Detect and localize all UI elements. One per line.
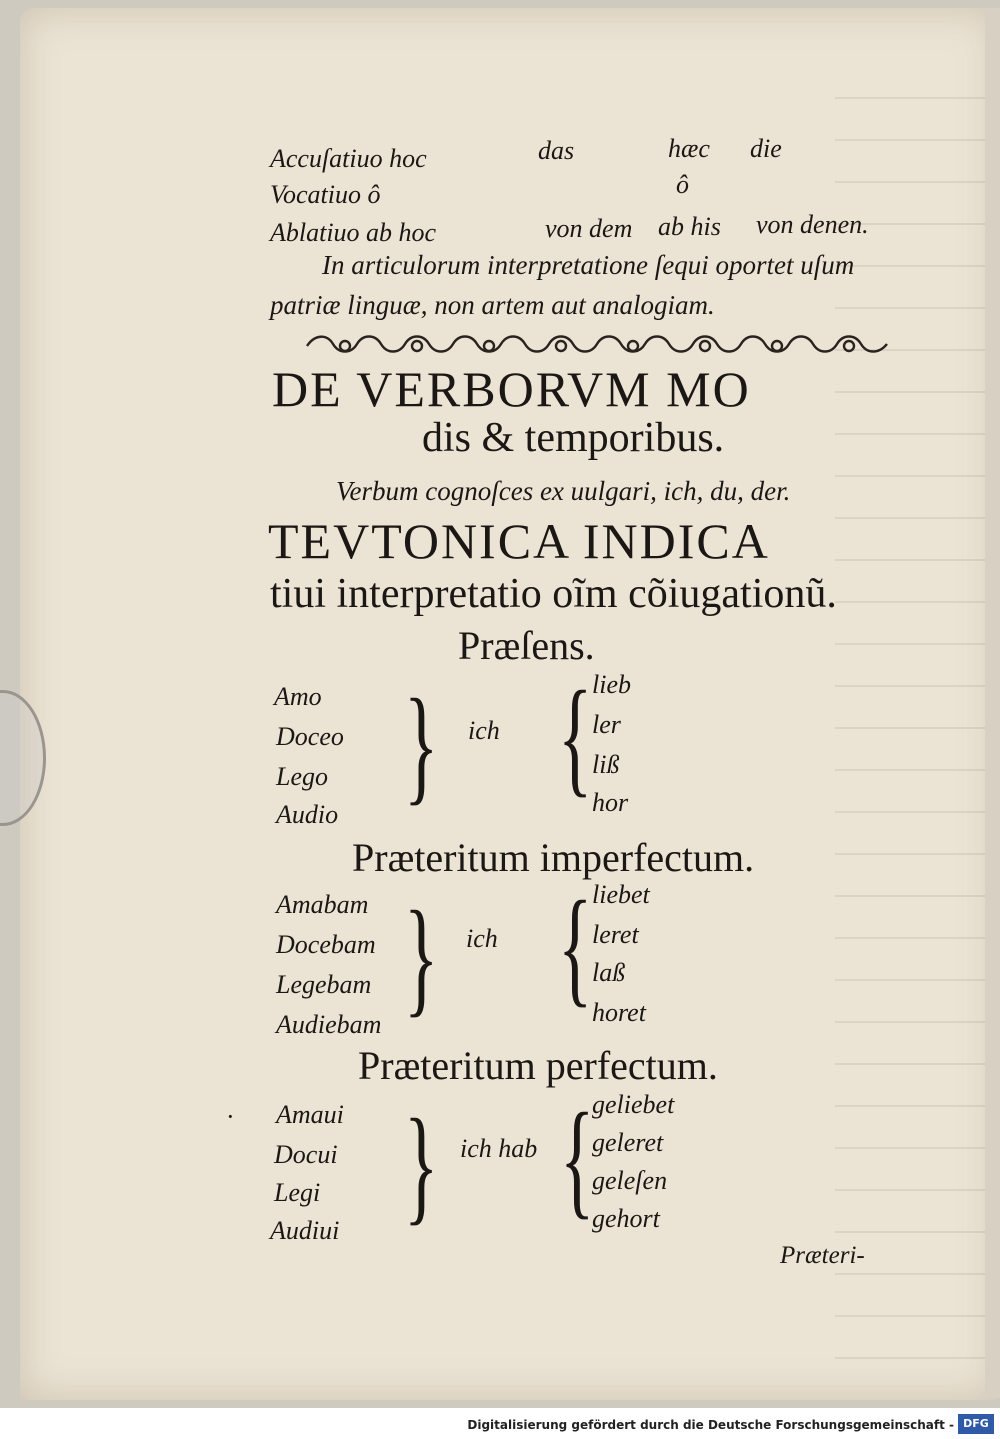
abl-german: von dem xyxy=(545,214,633,243)
praesens-german-3: liß xyxy=(592,750,620,779)
dfg-logo: DFG xyxy=(958,1414,994,1434)
praesens-german-4: hor xyxy=(592,788,629,817)
imperfectum-pronoun: ich xyxy=(466,924,498,953)
acc-german-pl: die xyxy=(750,134,782,163)
bleed-through-text xyxy=(835,65,985,1365)
imperfectum-german-4: horet xyxy=(592,998,646,1027)
section-title-line-1: DE VERBORVM MO xyxy=(272,361,751,417)
teutonica-title-line-2: tiui interpretatio oĩm cõiugationũ. xyxy=(270,571,837,617)
imperfectum-latin-4: Audiebam xyxy=(276,1010,382,1039)
imperfectum-latin-2: Docebam xyxy=(276,930,376,959)
acc-latin-pl: hæc xyxy=(668,134,710,163)
perfectum-latin-1: Amaui xyxy=(276,1100,344,1129)
imperfectum-left-brace: } xyxy=(404,885,439,1029)
voc-label: Vocatiuo ô xyxy=(270,180,381,209)
catchword: Præteri- xyxy=(780,1242,865,1269)
ornament-band xyxy=(305,324,890,364)
teutonica-title-line-1: TEVTONICA INDICA xyxy=(268,513,770,569)
praesens-left-brace: } xyxy=(404,673,439,817)
praesens-latin-2: Doceo xyxy=(276,722,344,751)
abl-german-pl: von denen. xyxy=(756,210,869,239)
imperfectum-heading: Præteritum imperfectum. xyxy=(352,835,755,880)
abl-label: Ablatiuo ab hoc xyxy=(270,218,437,247)
praesens-heading: Præſens. xyxy=(458,623,595,668)
praesens-pronoun: ich xyxy=(468,716,500,745)
praesens-latin-3: Lego xyxy=(276,762,328,791)
acc-german: das xyxy=(538,136,575,165)
perfectum-latin-2: Docui xyxy=(274,1140,338,1169)
perfectum-left-brace: } xyxy=(404,1093,439,1237)
section-title-line-2: dis & temporibus. xyxy=(422,415,725,461)
praesens-latin-1: Amo xyxy=(274,682,322,711)
perfectum-heading: Præteritum perfectum. xyxy=(358,1043,718,1088)
imperfectum-german-2: leret xyxy=(592,920,639,949)
next-page-edge xyxy=(985,8,1000,1398)
praesens-latin-4: Audio xyxy=(276,800,339,829)
acc-label: Accuſatiuo hoc xyxy=(270,144,427,173)
note-line-1: In articulorum interpretatione ſequi oportet uſum xyxy=(322,250,855,280)
perfectum-german-4: gehort xyxy=(592,1204,660,1233)
perfectum-pronoun: ich hab xyxy=(460,1134,538,1163)
subtitle: Verbum cognoſces ex uulgari, ich, du, der. xyxy=(336,476,791,506)
imperfectum-latin-3: Legebam xyxy=(276,970,372,999)
perfectum-right-brace: { xyxy=(560,1087,595,1231)
praesens-german-2: ler xyxy=(592,710,621,739)
praesens-right-brace: { xyxy=(558,665,593,809)
imperfectum-german-3: laß xyxy=(592,958,626,987)
imperfectum-right-brace: { xyxy=(558,875,593,1019)
abl-latin-pl: ab his xyxy=(658,212,721,241)
praesens-german-1: lieb xyxy=(592,670,631,699)
perfectum-latin-3: Legi xyxy=(274,1178,321,1207)
perfectum-german-3: geleſen xyxy=(592,1166,668,1195)
margin-dot: · xyxy=(226,1102,235,1131)
footer-credit: Digitalisierung gefördert durch die Deutsche Forschungsgemeinschaft - xyxy=(467,1418,954,1432)
imperfectum-german-1: liebet xyxy=(592,880,650,909)
note-line-2: patriæ linguæ, non artem aut analogiam. xyxy=(270,290,715,320)
perfectum-german-2: geleret xyxy=(592,1128,664,1157)
imperfectum-latin-1: Amabam xyxy=(276,890,369,919)
perfectum-german-1: geliebet xyxy=(592,1090,675,1119)
perfectum-latin-4: Audiui xyxy=(270,1216,340,1245)
voc-pl: ô xyxy=(676,170,689,199)
